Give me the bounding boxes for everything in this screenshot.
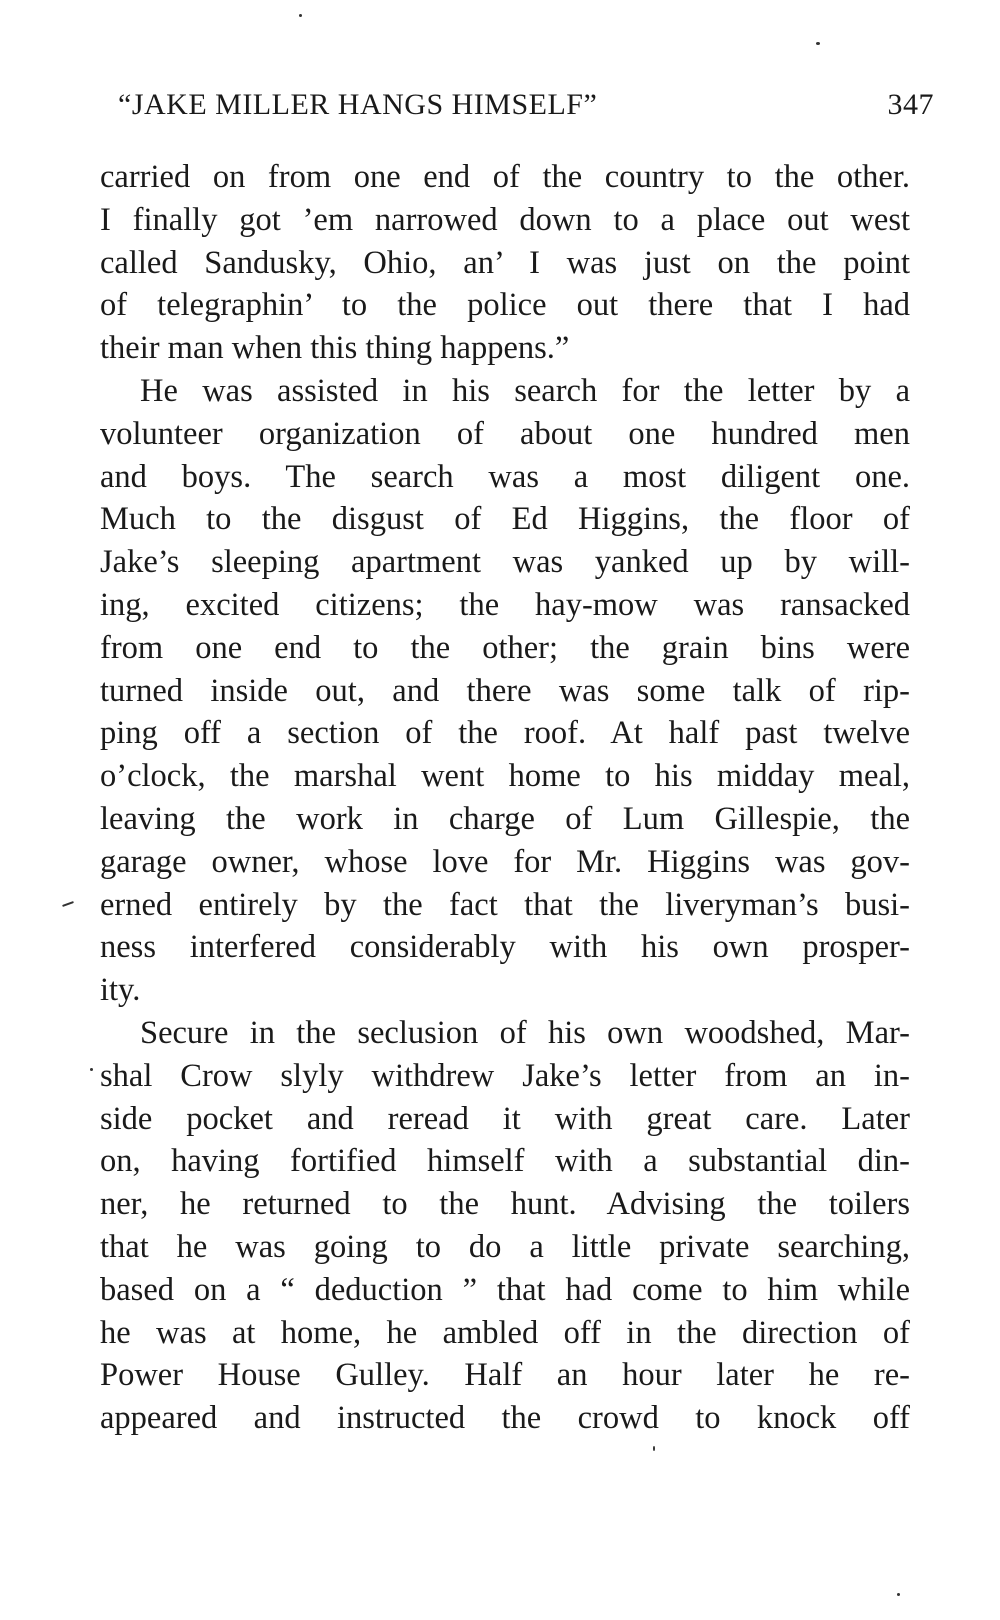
text-line: shal Crow slyly withdrew Jake’s letter from an in- [100, 1057, 910, 1094]
text-line: ity. [100, 972, 141, 1009]
text-line: leaving the work in charge of Lum Gillespie, the [100, 800, 910, 837]
text-line: ing, excited citizens; the hay-mow was ransacked [100, 586, 910, 623]
text-line: ness interfered considerably with his own prosper- [100, 929, 910, 966]
text-line: appeared and instructed the crowd to knock off [100, 1400, 910, 1437]
text-line: I finally got ’em narrowed down to a place out west [100, 201, 910, 238]
speck [299, 14, 302, 17]
text-line: and boys. The search was a most diligent one. [100, 458, 910, 495]
running-title: “JAKE MILLER HANGS HIMSELF” [118, 88, 598, 121]
page-header [118, 88, 934, 132]
text-line: Secure in the seclusion of his own woodshed, Mar- [140, 1014, 910, 1051]
text-line: Much to the disgust of Ed Higgins, the floor of [100, 501, 910, 538]
text-line: erned entirely by the fact that the liveryman’s busi- [100, 886, 910, 923]
speck [897, 1593, 900, 1596]
text-line: called Sandusky, Ohio, an’ I was just on the point [100, 244, 910, 281]
paragraph [100, 156, 910, 370]
text-line: carried on from one end of the country to the other. [100, 159, 910, 195]
text-line: volunteer organization of about one hundred men [100, 415, 910, 452]
body-text [100, 156, 910, 1440]
text-line: from one end to the other; the grain bins were [100, 629, 910, 666]
text-line: Power House Gulley. Half an hour later he re- [100, 1357, 910, 1394]
text-line: side pocket and reread it with great care. Later [100, 1100, 910, 1137]
text-line: o’clock, the marshal went home to his midday meal, [100, 758, 910, 795]
text-line: ner, he returned to the hunt. Advising the toilers [100, 1186, 910, 1223]
text-line: He was assisted in his search for the letter by a [140, 372, 910, 409]
speck [816, 42, 820, 45]
speck [653, 1446, 655, 1451]
text-line: he was at home, he ambled off in the direction of [100, 1314, 910, 1351]
text-line: garage owner, whose love for Mr. Higgins was gov- [100, 843, 910, 880]
text-line: on, having fortified himself with a substantial din- [100, 1143, 910, 1180]
page-number: 347 [887, 88, 934, 121]
text-line: based on a “ deduction ” that had come to him while [100, 1271, 910, 1308]
text-line: that he was going to do a little private searching, [100, 1228, 910, 1265]
speck [90, 1068, 93, 1071]
text-line: Jake’s sleeping apartment was yanked up by will- [100, 544, 910, 581]
paragraph [100, 1012, 910, 1440]
text-line: turned inside out, and there was some talk of rip- [100, 672, 910, 709]
text-line: ping off a section of the roof. At half past twelve [100, 715, 910, 752]
speck [62, 901, 74, 907]
text-line: their man when this thing happens.” [100, 330, 570, 367]
text-line: of telegraphin’ to the police out there that I had [100, 287, 910, 324]
paragraph [100, 370, 910, 1012]
